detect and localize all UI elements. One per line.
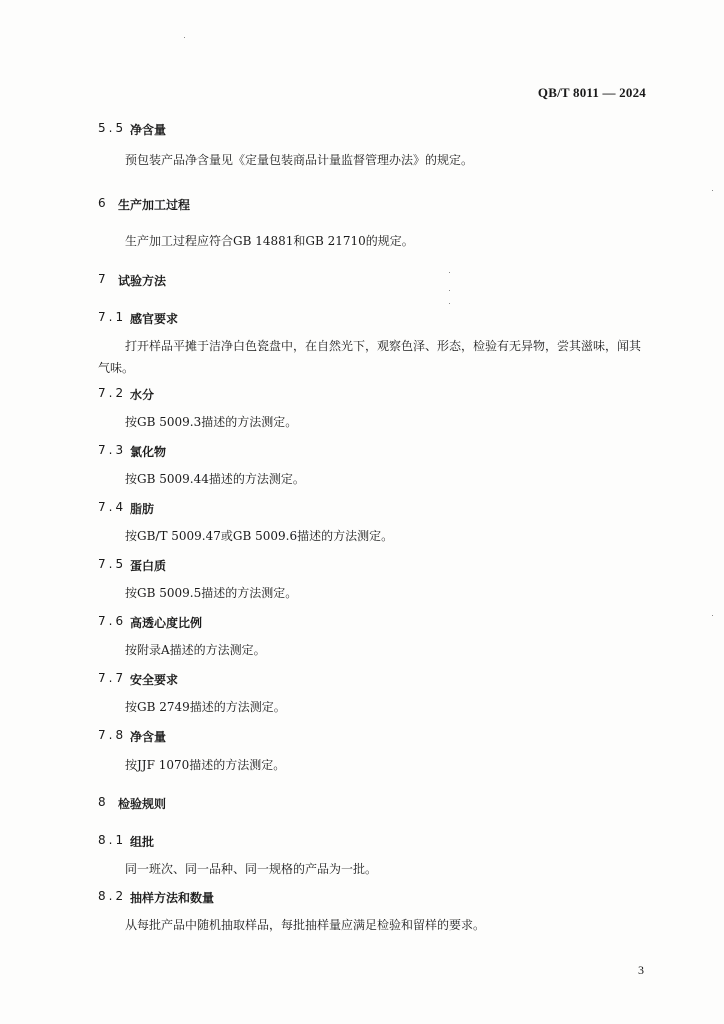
section-title: 检验规则: [118, 797, 167, 811]
scan-speck: [712, 615, 713, 616]
section-heading-7-6: [98, 614, 203, 630]
section-number: 6: [98, 196, 109, 210]
scan-speck: [184, 37, 185, 38]
section-title: 试验方法: [118, 274, 167, 288]
section-number: 7.2: [98, 386, 127, 400]
paragraph-6: 生产加工过程应符合GB 14881和GB 21710的规定。: [125, 234, 414, 248]
standard-code-header: QB/T 8011 — 2024: [537, 85, 646, 100]
section-title: 净含量: [130, 123, 167, 137]
section-title: 安全要求: [130, 673, 179, 687]
paragraph-7-7: 按GB 2749描述的方法测定。: [125, 700, 286, 714]
section-heading-7-4: [98, 500, 155, 516]
paragraph-8-1: 同一班次、同一品种、同一规格的产品为一批。: [125, 862, 378, 876]
paragraph-7-1: 打开样品平摊于洁净白色瓷盘中，在自然光下，观察色泽、形态，检验有无异物，尝其滋味，闻其气味。: [98, 339, 642, 375]
section-number: 7.8: [98, 728, 127, 742]
section-heading-7: [98, 272, 167, 288]
section-number: 7.5: [98, 557, 127, 571]
scan-speck: [449, 303, 450, 304]
section-number: 7.3: [98, 443, 127, 457]
paragraph-7-3: 按GB 5009.44描述的方法测定。: [125, 472, 305, 486]
scan-speck: [712, 190, 713, 191]
paragraph-7-8: 按JJF 1070描述的方法测定。: [125, 758, 286, 772]
section-title: 生产加工过程: [118, 198, 191, 212]
section-heading-6: [98, 196, 191, 212]
section-number: 8: [98, 795, 109, 809]
section-number: 8.2: [98, 889, 127, 903]
section-number: 7.7: [98, 671, 127, 685]
section-heading-5-5: [98, 121, 167, 137]
scan-speck: [449, 290, 450, 291]
section-heading-7-8: [98, 728, 167, 744]
paragraph-7-2: 按GB 5009.3描述的方法测定。: [125, 415, 298, 429]
section-heading-8: [98, 795, 167, 811]
section-heading-7-3: [98, 443, 167, 459]
section-number: 5.5: [98, 121, 127, 135]
paragraph-7-6: 按附录A描述的方法测定。: [125, 643, 266, 657]
section-number: 7.6: [98, 614, 127, 628]
paragraph-5-5: 预包装产品净含量见《定量包装商品计量监督管理办法》的规定。: [125, 153, 474, 167]
section-title: 组批: [130, 835, 155, 849]
section-number: 8.1: [98, 833, 127, 847]
section-number: 7.4: [98, 500, 127, 514]
section-title: 氯化物: [130, 445, 167, 459]
section-title: 蛋白质: [130, 559, 167, 573]
section-heading-8-2: [98, 889, 215, 905]
paragraph-7-5: 按GB 5009.5描述的方法测定。: [125, 586, 298, 600]
paragraph-7-4: 按GB/T 5009.47或GB 5009.6描述的方法测定。: [125, 529, 394, 543]
section-title: 抽样方法和数量: [130, 891, 215, 905]
section-title: 高透心度比例: [130, 616, 203, 630]
section-title: 水分: [130, 388, 155, 402]
section-heading-7-2: [98, 386, 155, 402]
page-number: 3: [638, 963, 644, 977]
section-title: 净含量: [130, 730, 167, 744]
section-heading-7-7: [98, 671, 179, 687]
section-title: 感官要求: [130, 312, 179, 326]
section-number: 7: [98, 272, 109, 286]
section-heading-7-5: [98, 557, 167, 573]
section-title: 脂肪: [130, 502, 155, 516]
section-heading-8-1: [98, 833, 155, 849]
section-number: 7.1: [98, 310, 127, 324]
section-heading-7-1: [98, 310, 179, 326]
scan-speck: [449, 272, 450, 273]
paragraph-8-2: 从每批产品中随机抽取样品，每批抽样量应满足检验和留样的要求。: [125, 918, 486, 932]
